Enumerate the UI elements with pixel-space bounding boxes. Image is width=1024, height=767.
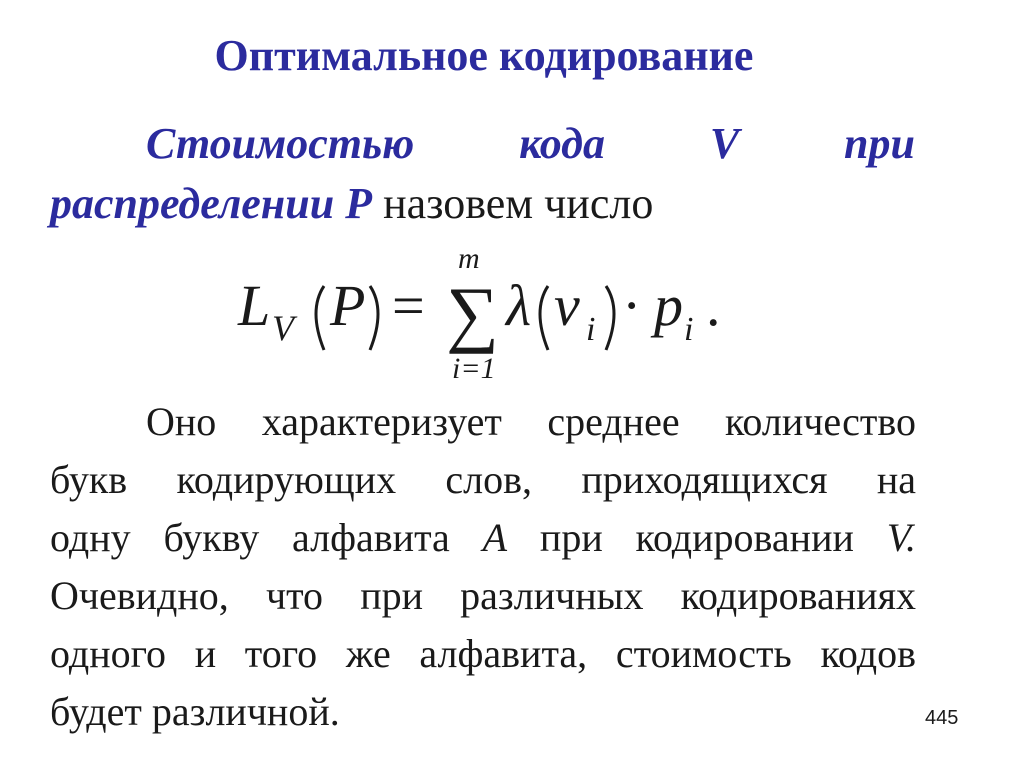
formula-L: L — [238, 273, 271, 338]
formula-left-paren — [316, 286, 324, 350]
page-number: 445 — [925, 707, 959, 729]
formula-equals: = — [392, 273, 425, 338]
formula-L-subscript: V — [272, 308, 294, 348]
formula-end-period: . — [706, 273, 721, 338]
formula-dot: · — [622, 273, 642, 338]
paragraph-word: кодировании — [635, 515, 854, 560]
paragraph-last-line: будет различной. — [50, 689, 340, 734]
paragraph-word: при — [360, 573, 424, 618]
paragraph-word: и — [194, 631, 217, 676]
paragraph-word: среднее — [547, 399, 680, 444]
paragraph-code-symbol: V. — [886, 515, 916, 560]
paragraph-word: Очевидно, — [50, 573, 229, 618]
paragraph-word: приходящихся — [581, 457, 828, 502]
paragraph-word: что — [265, 573, 324, 618]
paragraph-word: стоимость — [615, 631, 792, 676]
formula-P: P — [330, 273, 366, 338]
paragraph-line-2 — [50, 451, 916, 509]
paragraph-word: слов, — [445, 457, 533, 502]
formula-v-subscript: i — [586, 311, 596, 348]
definition-word: при — [844, 119, 915, 168]
definition-line-1 — [146, 118, 915, 170]
formula-right-paren — [370, 286, 378, 350]
slide-title: Оптимальное кодирование — [214, 31, 754, 80]
paragraph-word: на — [876, 457, 916, 502]
formula-p-subscript: i — [684, 311, 694, 348]
paragraph-word: кодов — [820, 631, 916, 676]
paragraph-word: кодированиях — [680, 573, 916, 618]
paragraph-word: Оно — [146, 399, 217, 444]
formula-lambda: λ — [506, 273, 532, 338]
cost-formula — [230, 240, 750, 385]
paragraph-word: алфавита, — [419, 631, 588, 676]
paragraph-word: букву — [163, 515, 260, 560]
paragraph-line-6 — [50, 683, 916, 741]
formula-lower-limit: i=1 — [452, 352, 496, 385]
formula-v: v — [554, 273, 580, 338]
paragraph-word: различных — [460, 573, 644, 618]
definition-emphasis: распределении P — [50, 179, 373, 228]
formula-right-paren-2 — [606, 286, 614, 350]
definition-rest: назовем число — [372, 179, 654, 228]
paragraph-word: характеризует — [261, 399, 502, 444]
formula-p: p — [654, 273, 683, 338]
formula-left-paren-2 — [540, 286, 548, 350]
paragraph-word: количество — [725, 399, 916, 444]
definition-word: V — [709, 119, 740, 168]
paragraph-word: одного — [50, 631, 167, 676]
paragraph-word: при — [539, 515, 603, 560]
paragraph-alphabet-symbol: A — [482, 515, 508, 560]
definition-word: Стоимостью — [146, 119, 415, 168]
paragraph-word: же — [345, 631, 391, 676]
formula-upper-limit: m — [458, 242, 480, 275]
definition-word: кода — [519, 119, 605, 168]
formula-sum-sign: ∑ — [446, 273, 499, 355]
paragraph-word: одну — [50, 515, 131, 560]
paragraph-line-4 — [50, 567, 916, 625]
paragraph-word: кодирующих — [176, 457, 397, 502]
definition-line-2 — [50, 178, 930, 230]
paragraph-word: букв — [50, 457, 128, 502]
paragraph-line-3 — [50, 509, 916, 567]
paragraph-line-5 — [50, 625, 916, 683]
paragraph-line-1 — [146, 393, 916, 451]
paragraph-word: алфавита — [292, 515, 450, 560]
paragraph-word: того — [244, 631, 318, 676]
